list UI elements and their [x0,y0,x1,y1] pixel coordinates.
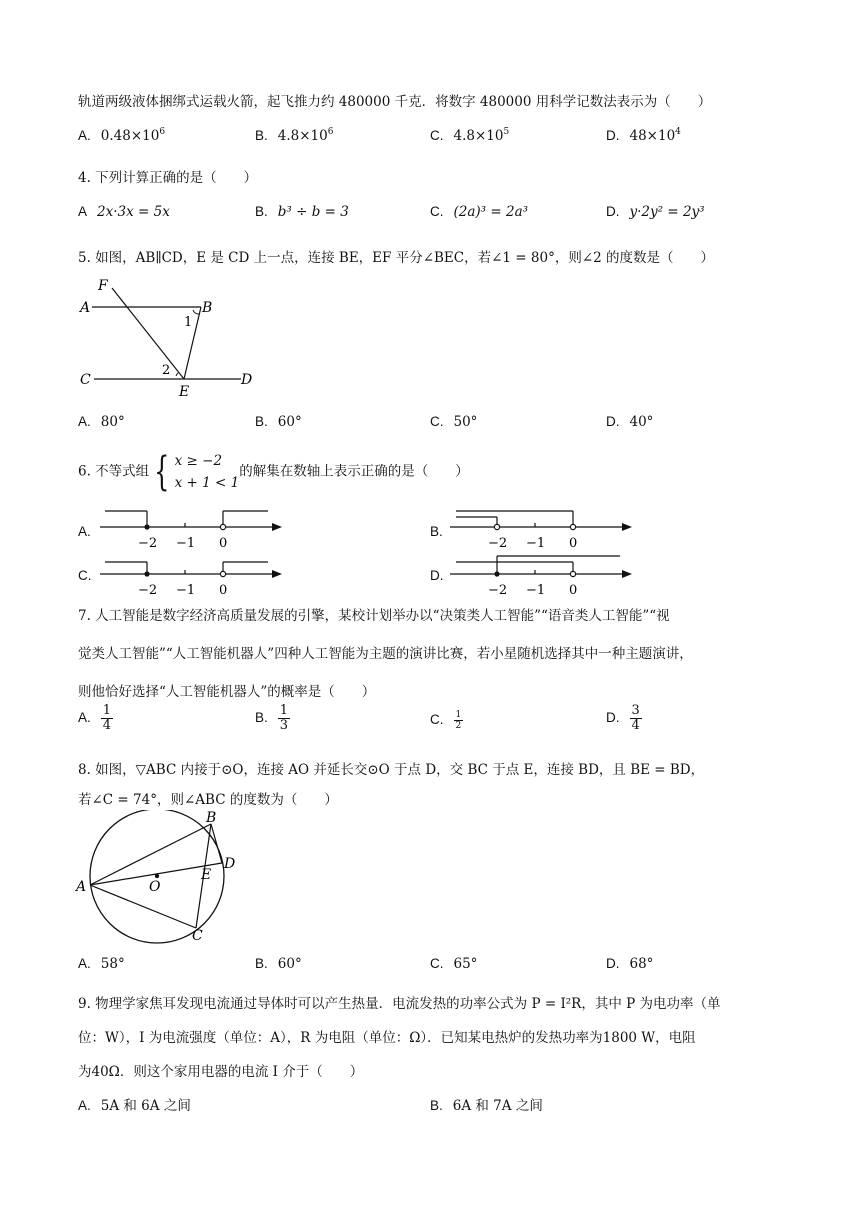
q4-option-c[interactable]: C. (2a)³ = 2a³ [430,204,529,220]
q8-label-d: D [224,856,236,872]
q8-stem-line1: 8. 如图，▽ABC 内接于⊙O，连接 AO 并延长交⊙O 于点 D，交 BC 于点 E，连接 BD，且 BE = BD， [78,762,705,778]
q5-label-b: B [202,300,213,316]
q6-option-b-label[interactable]: B. [430,524,443,539]
svg-text:0: 0 [569,583,578,598]
q5-figure [76,276,266,401]
q3-option-c[interactable]: C. $4.8\times 10^5$ [430,127,510,144]
q8-stem-line2: 若∠C = 74°，则∠ABC 的度数为（ ） [78,792,338,808]
svg-text:−2: −2 [138,583,158,598]
q8-label-a: A [76,879,87,895]
svg-text:−1: −1 [176,536,196,551]
q5-label-d: D [241,372,253,388]
q5-option-d[interactable]: D. 40° [606,414,654,430]
q5-label-angle1: 1 [184,315,193,330]
q6-option-b-numberline[interactable] [450,505,640,553]
q3-option-b[interactable]: B. $4.8\times 10^6$ [255,127,334,144]
q8-label-b: B [206,810,217,826]
q5-label-angle2: 2 [162,363,171,378]
q9-stem-line3: 为40Ω．则这个家用电器的电流 I 介于（ ） [78,1064,364,1080]
q8-label-e: E [201,867,212,883]
q6-stem: 6. 不等式组 { x ≥ −2 x + 1 < 1 的解集在数轴上表示正确的是（ ） [78,449,469,495]
q5-option-a[interactable]: A. 80° [78,414,125,430]
q8-option-d[interactable]: D. 68° [606,956,654,972]
q9-option-a[interactable]: A. 5A 和 6A 之间 [78,1098,191,1114]
q6-option-c-label[interactable]: C. [78,568,92,583]
q7-stem-line3: 则他恰好选择“人工智能机器人”的概率是（ ） [78,684,376,700]
q7-stem-line1: 7. 人工智能是数字经济高质量发展的引擎，某校计划举办以“决策类人工智能”“语音类人工智能”“视 [78,608,670,624]
q5-label-c: C [80,372,91,388]
q8-option-c[interactable]: C. 65° [430,956,478,972]
q5-label-a: A [80,300,91,316]
q6-option-a-numberline[interactable] [100,505,290,553]
q7-option-b[interactable]: B. $\frac{1}{3}$ [255,703,289,733]
q4-stem: 4. 下列计算正确的是（ ） [78,170,258,186]
q7-option-a[interactable]: A. $\frac{1}{4}$ [78,703,112,733]
q6-system: { x ≥ −2 x + 1 < 1 [154,449,240,495]
q6-option-a-label[interactable]: A. [78,524,91,539]
svg-text:0: 0 [219,583,228,598]
q3-option-a[interactable]: A. $0.48\times 10^6$ [78,127,166,144]
q5-label-e: E [179,384,190,400]
q9-stem-line2: 位：W），I 为电流强度（单位：A），R 为电阻（单位：Ω）．已知某电热炉的发热功率为1800 W，电阻 [78,1030,696,1046]
q3-stem: 轨道两级液体捆绑式运载火箭，起飞推力约 480000 千克．将数字 480000 用科学记数法表示为（ ） [78,94,712,110]
svg-text:−2: −2 [488,536,508,551]
svg-text:−1: −1 [526,583,546,598]
q7-option-d[interactable]: D. $\frac{3}{4}$ [606,703,640,733]
q8-label-o: O [149,879,161,895]
svg-text:−1: −1 [176,583,196,598]
q5-label-f: F [98,278,108,294]
q4-option-d[interactable]: D. y·2y² = 2y³ [606,204,705,220]
q4-option-a[interactable]: A 2x·3x = 5x [78,204,170,220]
q8-label-c: C [192,928,203,944]
q6-option-c-numberline[interactable] [100,552,290,600]
svg-text:−2: −2 [138,536,158,551]
svg-text:−1: −1 [526,536,546,551]
svg-text:−2: −2 [488,583,508,598]
q5-option-c[interactable]: C. 50° [430,414,478,430]
q6-option-d-numberline[interactable] [450,552,640,600]
q7-stem-line2: 觉类人工智能”“人工智能机器人”四种人工智能为主题的演讲比赛，若小星随机选择其中一种主题演讲， [78,646,693,662]
q9-stem-line1: 9. 物理学家焦耳发现电流通过导体时可以产生热量．电流发热的功率公式为 P = I²R，其中 P 为电功率（单 [78,996,721,1012]
svg-text:0: 0 [219,536,228,551]
q9-option-b[interactable]: B. 6A 和 7A 之间 [430,1098,543,1114]
q8-figure [74,810,244,945]
q4-option-b[interactable]: B. b³ ÷ b = 3 [255,204,349,220]
svg-text:0: 0 [569,536,578,551]
q6-option-d-label[interactable]: D. [430,568,444,583]
q5-stem: 5. 如图，AB∥CD，E 是 CD 上一点，连接 BE，EF 平分∠BEC，若∠1 = 80°，则∠2 的度数是（ ） [78,250,715,266]
q8-option-b[interactable]: B. 60° [255,956,302,972]
q8-option-a[interactable]: A. 58° [78,956,125,972]
q5-option-b[interactable]: B. 60° [255,414,302,430]
q7-option-c[interactable]: C. $\frac{1}{2}$ [430,710,462,731]
q3-option-d[interactable]: D. $48\times 10^4$ [606,127,681,144]
